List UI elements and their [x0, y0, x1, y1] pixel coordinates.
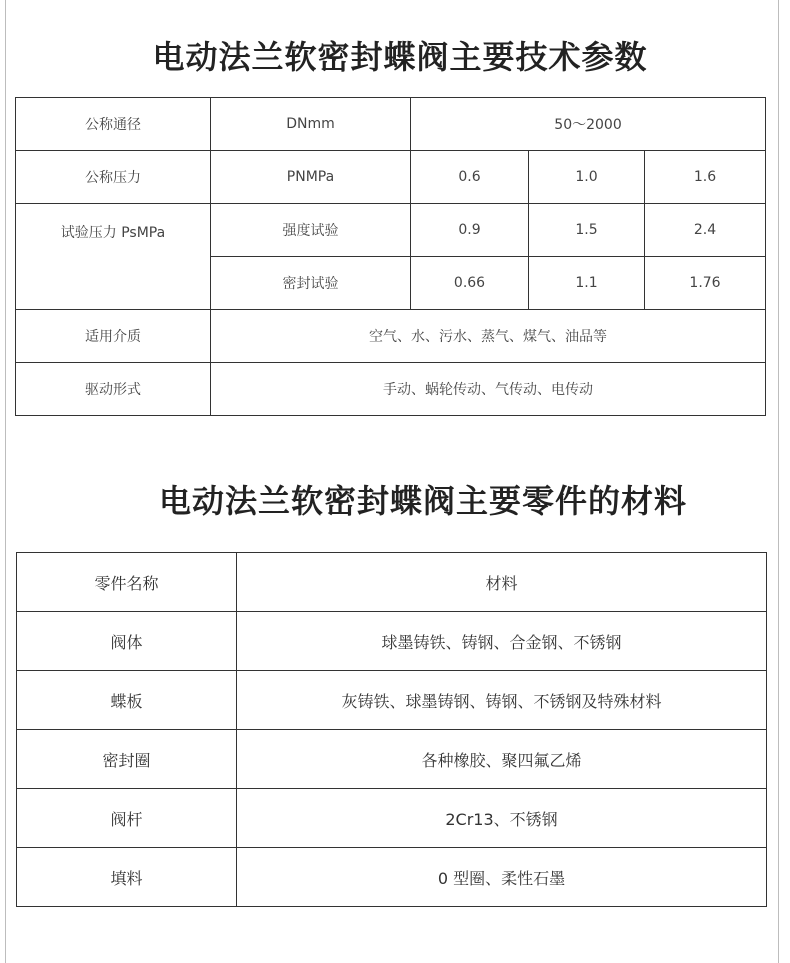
nominal-diameter-unit: DNmm [211, 98, 411, 151]
table-row [16, 363, 766, 416]
nominal-pressure-value: 1.0 [529, 151, 645, 204]
material-header: 材料 [237, 553, 767, 612]
nominal-pressure-label: 公称压力 [16, 151, 211, 204]
part-material: 各种橡胶、聚四氟乙烯 [237, 730, 767, 789]
part-material: 0 型圈、柔性石墨 [237, 848, 767, 907]
table-row [17, 671, 767, 730]
table-row [17, 789, 767, 848]
drive-label: 驱动形式 [16, 363, 211, 416]
strength-test-label: 强度试验 [211, 204, 411, 257]
tech-params-table [15, 97, 766, 416]
part-material: 灰铸铁、球墨铸钢、铸钢、不锈钢及特殊材料 [237, 671, 767, 730]
part-material: 2Cr13、不锈钢 [237, 789, 767, 848]
strength-test-value: 2.4 [645, 204, 766, 257]
part-name: 蝶板 [17, 671, 237, 730]
part-name: 阀杆 [17, 789, 237, 848]
seal-test-value: 0.66 [411, 257, 529, 310]
seal-test-value: 1.1 [529, 257, 645, 310]
tech-params-title: 电动法兰软密封蝶阀主要技术参数 [152, 38, 648, 76]
test-pressure-label: 试验压力 PsMPa [16, 204, 211, 310]
table-row [16, 204, 766, 257]
strength-test-value: 1.5 [529, 204, 645, 257]
medium-value: 空气、水、污水、蒸气、煤气、油品等 [211, 310, 766, 363]
part-name-header: 零件名称 [17, 553, 237, 612]
nominal-pressure-value: 1.6 [645, 151, 766, 204]
part-name: 阀体 [17, 612, 237, 671]
part-name: 填料 [17, 848, 237, 907]
materials-title: 电动法兰软密封蝶阀主要零件的材料 [158, 482, 687, 520]
table-row [16, 310, 766, 363]
materials-table [16, 552, 767, 907]
nominal-pressure-value: 0.6 [411, 151, 529, 204]
medium-label: 适用介质 [16, 310, 211, 363]
drive-value: 手动、蜗轮传动、气传动、电传动 [211, 363, 766, 416]
nominal-pressure-unit: PNMPa [211, 151, 411, 204]
part-name: 密封圈 [17, 730, 237, 789]
table-row [16, 98, 766, 151]
nominal-diameter-label: 公称通径 [16, 98, 211, 151]
table-row [16, 151, 766, 204]
strength-test-value: 0.9 [411, 204, 529, 257]
nominal-diameter-value: 50～2000 [411, 98, 766, 151]
page-frame-left [5, 0, 6, 963]
table-row [17, 730, 767, 789]
seal-test-value: 1.76 [645, 257, 766, 310]
table-row [17, 612, 767, 671]
seal-test-label: 密封试验 [211, 257, 411, 310]
part-material: 球墨铸铁、铸钢、合金钢、不锈钢 [237, 612, 767, 671]
table-row [17, 848, 767, 907]
table-row [17, 553, 767, 612]
